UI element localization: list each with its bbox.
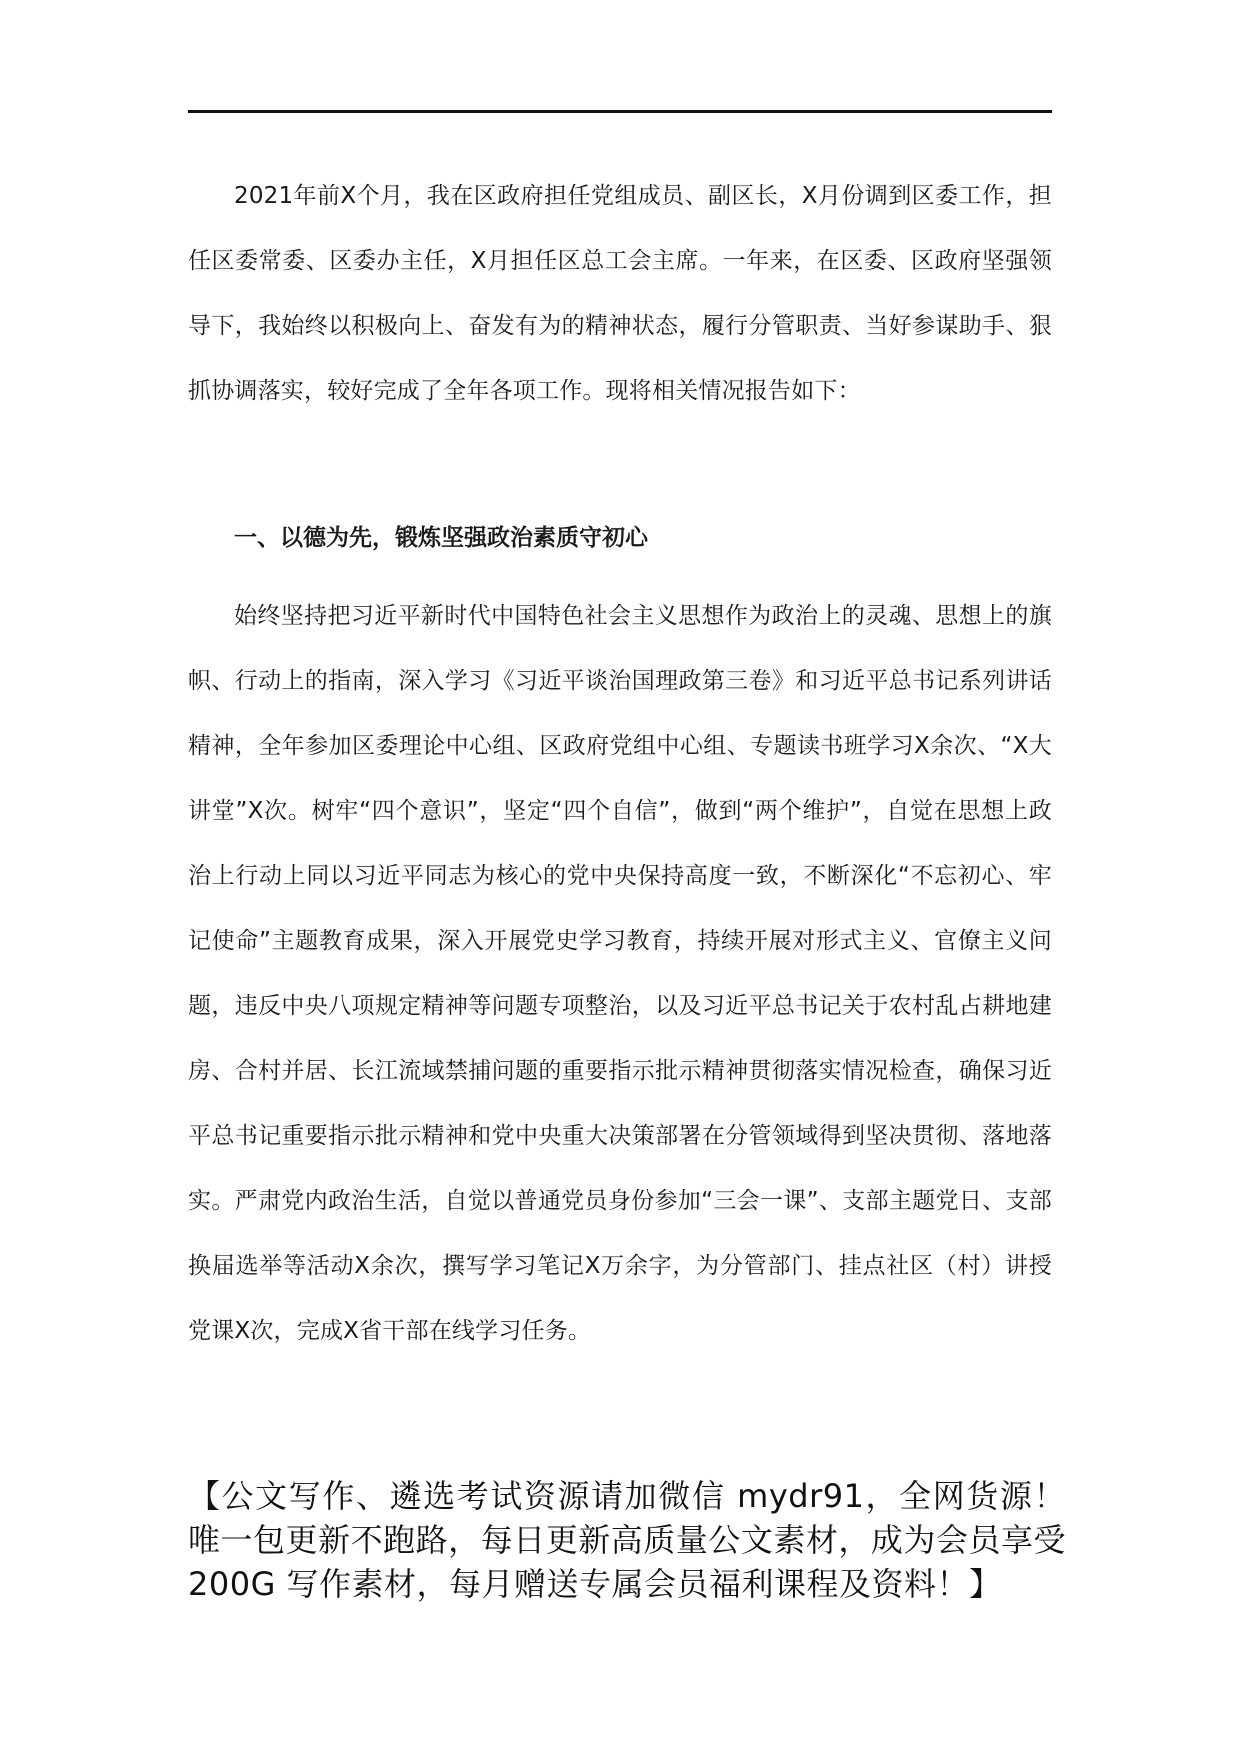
header-divider <box>188 110 1052 113</box>
section-heading: 一、以德为先，锻炼坚强政治素质守初心 <box>234 525 648 551</box>
promo-notice: 【公文写作、遴选考试资源请加微信 mydr91，全网货源！唯一包更新不跑路，每日更新高质量公文素材，成为会员享受 200G 写作素材，每月赠送专属会员福利课程及资料！】 <box>188 1477 1066 1603</box>
intro-paragraph: 2021年前X个月，我在区政府担任党组成员、副区长，X月份调到区委工作，担任区委常委、区委办主任，X月担任区总工会主席。一年来，在区委、区政府坚强领导下，我始终以积极向上、奋发有为的精神状态，履行分管职责、当好参谋助手、狠抓协调落实，较好完成了全年各项工作。现将相关情况报告如下： <box>188 183 1052 404</box>
section-paragraph: 始终坚持把习近平新时代中国特色社会主义思想作为政治上的灵魂、思想上的旗帜、行动上的指南，深入学习《习近平谈治国理政第三卷》和习近平总书记系列讲话精神，全年参加区委理论中心组、区政府党组中心组、专题读书班学习X余次、“X大讲堂”X次。树牢“四个意识”，坚定“四个自信”，做到“两个维护”，自觉在思想上政治上行动上同以习近平同志为核心的党中央保持高度一致，不断深化“不忘初心、牢记使命”主题教育成果，深入开展党史学习教育，持续开展对形式主义、官僚主义问题，违反中央八项规定精神等问题专项整治，以及习近平总书记关于农村乱占耕地建房、合村并居、长江流域禁捕问题的重要指示批示精神贯彻落实情况检查，确保习近平总书记重要指示批示精神和党中央重大决策部署在分管领域得到坚决贯彻、落地落实。严肃党内政治生活，自觉以普通党员身份参加“三会一课”、支部主题党日、支部换届选举等活动X余次，撰写学习笔记X万余字，为分管部门、挂点社区（村）讲授党课X次，完成X省干部在线学习任务。 <box>188 603 1052 1344</box>
